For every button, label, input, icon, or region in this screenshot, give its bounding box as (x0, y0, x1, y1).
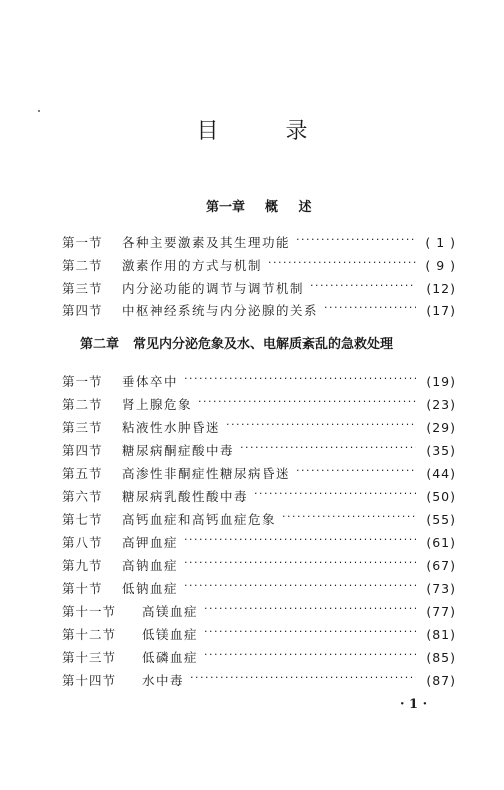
page-ref: (73) (426, 580, 456, 596)
page-ref: (23) (426, 396, 456, 412)
section-number: 第十四节 (62, 673, 117, 688)
dot-leader (296, 232, 416, 252)
chapter-heading-1 (206, 196, 320, 215)
section-number: 第二节 (62, 258, 103, 273)
chapter-label: 第二章 (80, 337, 120, 352)
section-number: 第四节 (62, 303, 103, 318)
chapter-label: 第一章 (206, 200, 246, 215)
section-title: 垂体卒中 (122, 374, 179, 389)
section-number: 第九节 (62, 558, 103, 573)
dot-leader (184, 371, 416, 391)
page-ref: (29) (426, 419, 456, 435)
dot-leader (198, 394, 416, 414)
section-title: 水中毒 (142, 673, 185, 688)
dot-leader (184, 578, 416, 598)
section-title: 中枢神经系统与内分泌腺的关系 (122, 303, 319, 318)
section-number: 第八节 (62, 535, 103, 550)
toc-entry[interactable] (62, 578, 456, 598)
page-ref: (35) (426, 442, 456, 458)
section-title: 低钠血症 (122, 581, 179, 596)
toc-entry[interactable] (62, 647, 456, 667)
page-ref: ( 9 ) (425, 257, 456, 273)
page-ref: ( 1 ) (425, 234, 456, 250)
toc-entry[interactable] (62, 463, 456, 483)
page-ref: (19) (426, 373, 456, 389)
toc-entry[interactable] (62, 440, 456, 460)
section-title: 粘液性水肿昏迷 (122, 420, 221, 435)
page-ref: (17) (426, 302, 456, 318)
page-ref: (44) (426, 465, 456, 481)
scan-speck (38, 110, 40, 112)
section-number: 第六节 (62, 489, 103, 504)
toc-entry[interactable] (62, 371, 456, 391)
section-title: 高渗性非酮症性糖尿病昏迷 (122, 466, 291, 481)
toc-entry[interactable] (62, 532, 456, 552)
dot-leader (240, 440, 416, 460)
section-title: 激素作用的方式与机制 (122, 258, 263, 273)
toc-entry[interactable] (62, 555, 456, 575)
toc-entry[interactable] (62, 417, 456, 437)
section-title: 低镁血症 (142, 627, 199, 642)
section-number: 第二节 (62, 397, 103, 412)
page-ref: (77) (426, 603, 456, 619)
toc-entry[interactable] (62, 624, 456, 644)
toc-entry[interactable] (62, 601, 456, 621)
section-title: 糖尿病乳酸性酸中毒 (122, 489, 249, 504)
section-title: 低磷血症 (142, 650, 199, 665)
section-number: 第一节 (62, 235, 103, 250)
section-number: 第四节 (62, 443, 103, 458)
toc-entry[interactable] (62, 670, 456, 690)
page-number: · 1 · (400, 697, 428, 712)
dot-leader (324, 300, 416, 320)
dot-leader (184, 555, 416, 575)
dot-leader (190, 670, 416, 690)
page-ref: (50) (426, 488, 456, 504)
page-ref: (81) (426, 626, 456, 642)
chapter-title: 概 述 (265, 200, 320, 215)
section-number: 第七节 (62, 512, 103, 527)
toc-entry[interactable] (62, 486, 456, 506)
page-ref: (67) (426, 557, 456, 573)
chapter-title: 常见内分泌危象及水、电解质紊乱的急救处理 (133, 337, 394, 352)
section-title: 各种主要激素及其生理功能 (122, 235, 291, 250)
section-number: 第十三节 (62, 650, 117, 665)
toc-entry[interactable] (62, 278, 456, 298)
toc-entry[interactable] (62, 255, 456, 275)
page-title: 目 录 (196, 119, 338, 144)
section-number: 第十一节 (62, 604, 117, 619)
section-title: 高钠血症 (122, 558, 179, 573)
section-number: 第三节 (62, 420, 103, 435)
section-number: 第三节 (62, 281, 103, 296)
dot-leader (204, 601, 416, 621)
section-number: 第五节 (62, 466, 103, 481)
section-title: 内分泌功能的调节与调节机制 (122, 281, 305, 296)
section-number: 第一节 (62, 374, 103, 389)
section-title: 肾上腺危象 (122, 397, 193, 412)
page-ref: (55) (426, 511, 456, 527)
dot-leader (226, 417, 416, 437)
dot-leader (184, 532, 416, 552)
section-title: 高钾血症 (122, 535, 179, 550)
page-ref: (61) (426, 534, 456, 550)
dot-leader (254, 486, 416, 506)
section-title: 糖尿病酮症酸中毒 (122, 443, 235, 458)
page-ref: (87) (426, 672, 456, 688)
toc-entry[interactable] (62, 509, 456, 529)
section-number: 第十二节 (62, 627, 117, 642)
chapter-heading-2 (80, 333, 393, 352)
section-title: 高钙血症和高钙血症危象 (122, 512, 277, 527)
dot-leader (282, 509, 416, 529)
section-number: 第十节 (62, 581, 103, 596)
dot-leader (204, 647, 416, 667)
page-ref: (12) (426, 280, 456, 296)
toc-entry[interactable] (62, 300, 456, 320)
dot-leader (204, 624, 416, 644)
toc-entry[interactable] (62, 232, 456, 252)
page-ref: (85) (426, 649, 456, 665)
toc-entry[interactable] (62, 394, 456, 414)
dot-leader (268, 255, 416, 275)
dot-leader (310, 278, 416, 298)
section-title: 高镁血症 (142, 604, 199, 619)
dot-leader (296, 463, 416, 483)
